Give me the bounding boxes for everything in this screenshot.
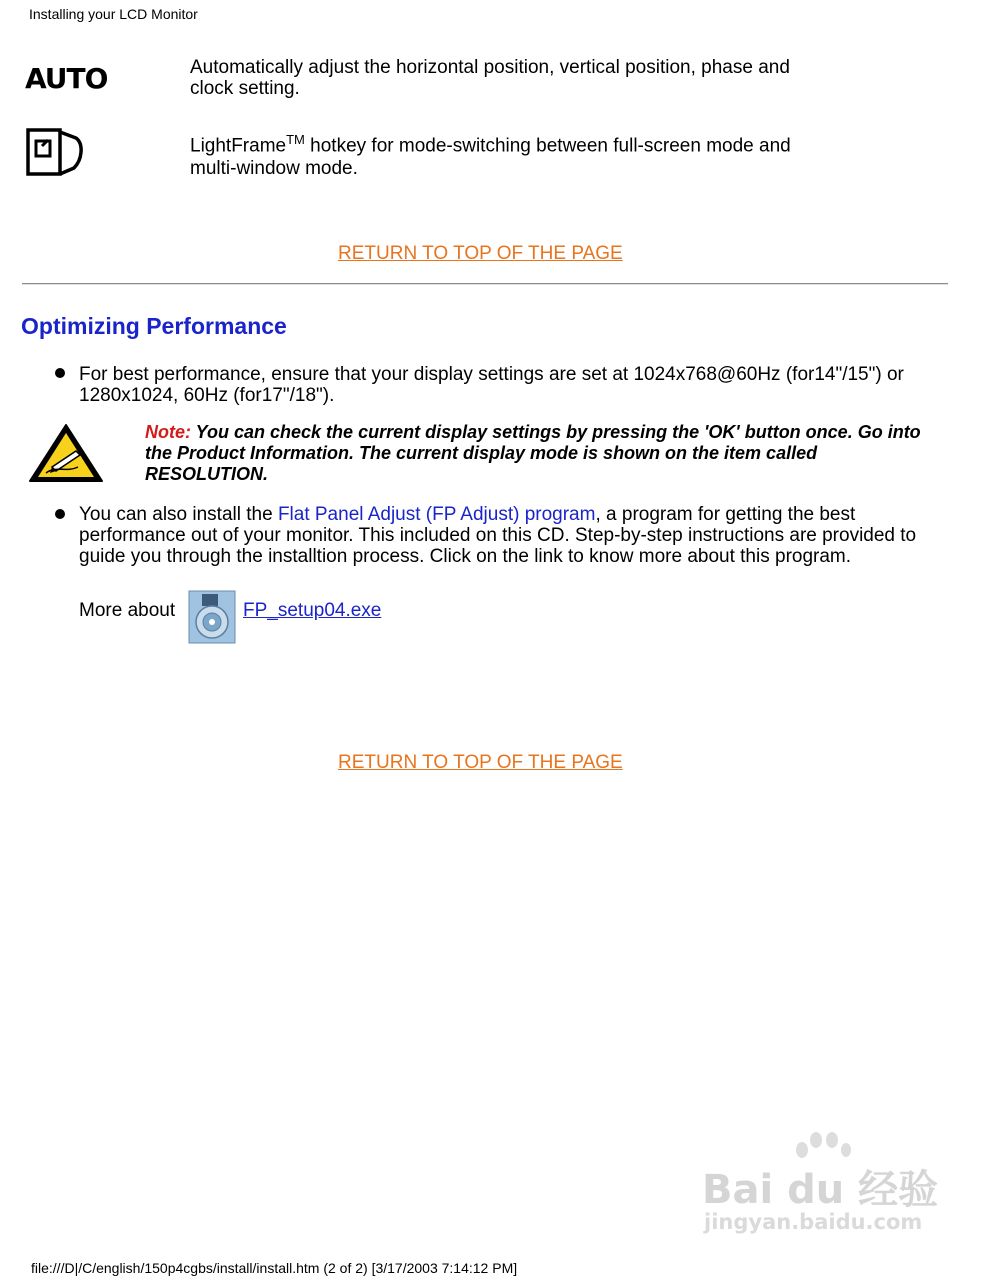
note-text: You can check the current display settings by pressing the 'OK' button once. Go into the Product Information. The current display mode is shown on the item called RESOLUTION. <box>145 422 921 484</box>
watermark-brand: Bai du 经验 <box>702 1167 939 1213</box>
note-label: Note: <box>145 422 191 442</box>
auto-icon <box>24 62 108 92</box>
bullet-marker <box>55 368 65 378</box>
fp-setup-file-link[interactable]: FP_setup04.exe <box>243 600 382 621</box>
cd-setup-icon[interactable] <box>188 590 236 644</box>
return-to-top-link[interactable]: RETURN TO TOP OF THE PAGE <box>338 752 623 773</box>
auto-description: Automatically adjust the horizontal position, vertical position, phase and clock setting. <box>190 57 790 99</box>
warning-icon <box>26 421 106 487</box>
section-title: Optimizing Performance <box>21 313 287 339</box>
fp-adjust-program-link[interactable]: Flat Panel Adjust (FP Adjust) program <box>277 504 596 525</box>
footer-file-path: file:///D|/C/english/150p4cgbs/install/install.htm (2 of 2) [3/17/2003 7:14:12 PM] <box>31 1260 518 1276</box>
trademark-mark: TM <box>286 132 305 147</box>
lightframe-text-start: LightFrame <box>190 135 287 157</box>
lightframe-text-end: hotkey for mode-switching between full-screen mode and multi-window mode. <box>190 135 791 180</box>
note-block <box>145 422 935 485</box>
display-settings-text: For best performance, ensure that your display settings are set at 1024x768@60Hz (for14"/15") or 1280x1024, 60Hz (for17"/18"). <box>79 364 904 406</box>
fp-adjust-text-end: , a program for getting the best performance out of your monitor. This included on this CD. Step-by-step instructions are provided to guide you through the installtion process. Click on the link to know more about this program. <box>79 504 917 567</box>
fp-adjust-paragraph <box>79 504 959 567</box>
bullet-marker <box>55 509 65 519</box>
baidu-watermark <box>700 1130 940 1240</box>
return-to-top-link[interactable]: RETURN TO TOP OF THE PAGE <box>338 243 623 264</box>
watermark-url: jingyan.baidu.com <box>704 1210 923 1234</box>
watermark-paw-icon <box>792 1130 852 1169</box>
more-about-label: More about <box>79 600 176 621</box>
page-header-title: Installing your LCD Monitor <box>29 6 198 22</box>
lightframe-icon <box>24 126 86 178</box>
section-divider <box>22 283 948 285</box>
fp-adjust-text-start: You can also install the <box>79 504 278 525</box>
lightframe-description <box>190 128 830 180</box>
auto-icon-label: AUTO <box>25 62 108 92</box>
